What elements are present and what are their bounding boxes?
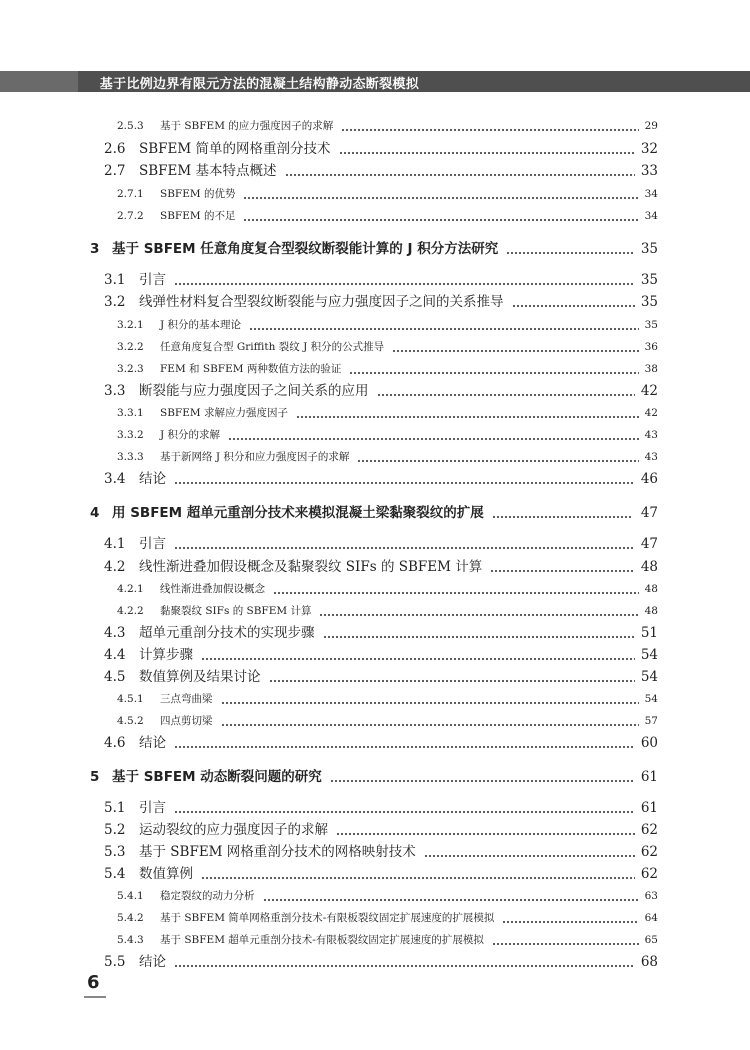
toc-entry-title: 用 SBFEM 超单元重剖分技术来模拟混凝土梁黏聚裂纹的扩展: [112, 504, 484, 521]
toc-entry-number: 2.7.1: [117, 187, 144, 200]
toc-entry[interactable]: [0, 820, 750, 840]
toc-entry-number: 5.3: [104, 843, 126, 860]
toc-entry-number: 5.4.3: [117, 933, 144, 946]
toc-entry[interactable]: [0, 116, 750, 136]
toc-leader-dots: [319, 613, 638, 617]
toc-entry[interactable]: [0, 403, 750, 423]
toc-entry-title: 基于新网络 J 积分和应力强度因子的求解: [160, 450, 350, 463]
toc-entry-number: 2.5.3: [117, 119, 144, 132]
toc-entry-page: 36: [644, 340, 658, 353]
toc-entry-page: 62: [640, 865, 658, 882]
toc-entry[interactable]: [0, 184, 750, 204]
toc-entry-page: 38: [644, 362, 658, 375]
toc-entry[interactable]: [0, 381, 750, 401]
toc-entry-page: 42: [640, 382, 658, 399]
toc-entry-title: 引言: [139, 535, 166, 552]
toc-leader-dots: [330, 779, 633, 783]
toc-entry[interactable]: [0, 645, 750, 665]
toc-entry-title: SBFEM 的不足: [160, 209, 236, 222]
toc-entry-page: 35: [640, 240, 658, 257]
toc-entry-page: 43: [644, 450, 658, 463]
toc-entry[interactable]: [0, 952, 750, 972]
toc-entry[interactable]: [0, 292, 750, 312]
toc-leader-dots: [263, 898, 639, 902]
toc-entry-title: 基于 SBFEM 动态断裂问题的研究: [112, 768, 322, 785]
toc-leader-dots: [174, 745, 635, 749]
toc-entry[interactable]: [0, 337, 750, 357]
toc-entry-number: 4.5.1: [117, 692, 144, 705]
toc-entry[interactable]: [0, 270, 750, 290]
toc-entry-title: 稳定裂纹的动力分析: [160, 889, 255, 902]
toc-entry[interactable]: [0, 864, 750, 884]
toc-entry-page: 60: [640, 734, 658, 751]
toc-entry-title: 任意角度复合型 Griffith 裂纹 J 积分的公式推导: [160, 340, 385, 353]
toc-leader-dots: [174, 964, 635, 968]
toc-entry[interactable]: [0, 534, 750, 554]
toc-entry[interactable]: [0, 601, 750, 621]
toc-entry-page: 43: [644, 428, 658, 441]
toc-entry-page: 65: [644, 933, 658, 946]
toc-entry-page: 42: [644, 406, 658, 419]
toc-entry[interactable]: [0, 733, 750, 753]
toc-leader-dots: [228, 437, 639, 441]
toc-entry-number: 3.2: [104, 293, 126, 310]
toc-entry-number: 3.1: [104, 271, 126, 288]
toc-leader-dots: [392, 349, 639, 353]
toc-entry-title: 引言: [139, 799, 166, 816]
toc-entry[interactable]: [0, 161, 750, 181]
toc-entry-title: 基于 SBFEM 的应力强度因子的求解: [160, 119, 334, 132]
toc-entry-title: J 积分的求解: [160, 428, 221, 441]
toc-entry-page: 48: [644, 604, 658, 617]
toc-entry-page: 63: [644, 889, 658, 902]
toc-entry-number: 4.5.2: [117, 714, 144, 727]
toc-entry[interactable]: [0, 359, 750, 379]
toc-entry-page: 47: [640, 535, 658, 552]
toc-leader-dots: [512, 304, 635, 308]
toc-entry-title: 运动裂纹的应力强度因子的求解: [139, 821, 328, 838]
toc-entry-title: 数值算例: [139, 865, 193, 882]
toc-leader-dots: [492, 515, 633, 519]
toc-entry-page: 57: [644, 714, 658, 727]
toc-entry[interactable]: [0, 206, 750, 226]
toc-entry[interactable]: [0, 425, 750, 445]
toc-leader-dots: [243, 218, 638, 222]
toc-entry-title: 线弹性材料复合型裂纹断裂能与应力强度因子之间的关系推导: [139, 293, 504, 310]
toc-entry-title: 计算步骤: [139, 646, 193, 663]
toc-entry[interactable]: [0, 623, 750, 643]
toc-leader-dots: [339, 151, 635, 155]
toc-leader-dots: [285, 173, 635, 177]
toc-entry-title: 断裂能与应力强度因子之间关系的应用: [139, 382, 369, 399]
toc-entry-title: SBFEM 的优势: [160, 187, 236, 200]
toc-entry[interactable]: [0, 798, 750, 818]
toc-entry-number: 5.5: [104, 953, 126, 970]
toc-entry-number: 5.4.1: [117, 889, 144, 902]
toc-entry-title: 基于 SBFEM 简单网格重剖分技术-有限板裂纹固定扩展速度的扩展模拟: [160, 911, 495, 924]
toc-leader-dots: [357, 459, 638, 463]
toc-entry-page: 29: [644, 119, 658, 132]
toc-entry[interactable]: [0, 689, 750, 709]
toc-entry-page: 62: [640, 821, 658, 838]
toc-entry-title: 线性渐进叠加假设概念及黏聚裂纹 SIFs 的 SBFEM 计算: [139, 558, 483, 575]
toc-entry-number: 5.1: [104, 799, 126, 816]
toc-leader-dots: [341, 128, 638, 132]
toc-entry-number: 3.3.3: [117, 450, 144, 463]
toc-leader-dots: [273, 591, 639, 595]
toc-leader-dots: [201, 876, 635, 880]
toc-entry-page: 33: [640, 162, 658, 179]
toc-entry-title: 结论: [139, 734, 166, 751]
toc-entry-number: 3.3.2: [117, 428, 144, 441]
toc-entry-page: 35: [640, 271, 658, 288]
toc-entry-number: 3.2.1: [117, 318, 144, 331]
toc-entry-number: 3.2.3: [117, 362, 144, 375]
toc-entry-page: 68: [640, 953, 658, 970]
toc-entry-number: 4.2.2: [117, 604, 144, 617]
toc-entry-number: 3: [90, 240, 100, 257]
toc-entry-number: 4.5: [104, 668, 126, 685]
toc-entry-title: SBFEM 简单的网格重剖分技术: [139, 140, 331, 157]
toc-entry-page: 54: [640, 646, 658, 663]
toc-leader-dots: [221, 723, 639, 727]
toc-entry-title: SBFEM 基本特点概述: [139, 162, 277, 179]
toc-entry-number: 4.2: [104, 558, 126, 575]
toc-entry[interactable]: [0, 930, 750, 950]
toc-entry-page: 34: [644, 187, 658, 200]
toc-leader-dots: [174, 282, 635, 286]
toc-entry-title: 基于 SBFEM 任意角度复合型裂纹断裂能计算的 J 积分方法研究: [112, 240, 499, 257]
toc-entry-page: 47: [640, 504, 658, 521]
toc-entry[interactable]: [0, 557, 750, 577]
toc-entry-number: 5.4: [104, 865, 126, 882]
toc-entry-number: 4.4: [104, 646, 126, 663]
toc-entry[interactable]: [0, 447, 750, 467]
toc-entry-number: 3.3: [104, 382, 126, 399]
toc-leader-dots: [502, 920, 638, 924]
toc-leader-dots: [243, 196, 638, 200]
toc-entry-page: 54: [644, 692, 658, 705]
toc-entry-page: 35: [644, 318, 658, 331]
toc-entry-number: 3.3.1: [117, 406, 144, 419]
toc-leader-dots: [249, 327, 639, 331]
toc-entry-number: 4.3: [104, 624, 126, 641]
toc-entry-page: 32: [640, 140, 658, 157]
toc-entry[interactable]: [0, 767, 750, 787]
toc-entry-title: 黏聚裂纹 SIFs 的 SBFEM 计算: [160, 604, 312, 617]
toc-entry-number: 5: [90, 768, 100, 785]
running-header: [0, 71, 750, 92]
toc-leader-dots: [492, 942, 639, 946]
toc-entry-page: 35: [640, 293, 658, 310]
toc-leader-dots: [174, 546, 635, 550]
toc-entry-title: 超单元重剖分技术的实现步骤: [139, 624, 315, 641]
toc-entry[interactable]: [0, 667, 750, 687]
page-number-rule: [84, 996, 106, 998]
header-accent-bar: [0, 71, 78, 92]
toc-entry-page: 48: [640, 558, 658, 575]
toc-leader-dots: [201, 657, 635, 661]
toc-leader-dots: [336, 832, 635, 836]
toc-leader-dots: [490, 569, 635, 573]
toc-entry[interactable]: [0, 315, 750, 335]
toc-entry-number: 2.7.2: [117, 209, 144, 222]
toc-entry-number: 2.7: [104, 162, 126, 179]
toc-entry[interactable]: [0, 711, 750, 731]
toc-entry-page: 34: [644, 209, 658, 222]
toc-entry-page: 46: [640, 470, 658, 487]
toc-leader-dots: [349, 371, 638, 375]
toc-entry-title: 引言: [139, 271, 166, 288]
toc-leader-dots: [296, 415, 639, 419]
toc-entry-title: J 积分的基本理论: [160, 318, 242, 331]
toc-entry-page: 51: [640, 624, 658, 641]
toc-entry-title: 结论: [139, 953, 166, 970]
toc-entry-title: 基于 SBFEM 超单元重剖分技术-有限板裂纹固定扩展速度的扩展模拟: [160, 933, 484, 946]
toc-entry-page: 64: [644, 911, 658, 924]
toc-entry-number: 2.6: [104, 140, 126, 157]
toc-entry-page: 62: [640, 843, 658, 860]
toc-entry-number: 5.2: [104, 821, 126, 838]
toc-leader-dots: [174, 810, 635, 814]
toc-entry[interactable]: [0, 908, 750, 928]
toc-entry[interactable]: [0, 842, 750, 862]
toc-entry-number: 4.6: [104, 734, 126, 751]
toc-entry[interactable]: [0, 239, 750, 259]
toc-leader-dots: [221, 701, 639, 705]
toc-entry-number: 4.1: [104, 535, 126, 552]
toc-leader-dots: [269, 679, 635, 683]
toc-entry-title: 基于 SBFEM 网格重剖分技术的网格映射技术: [139, 843, 416, 860]
toc-entry-number: 5.4.2: [117, 911, 144, 924]
toc-entry-number: 4: [90, 504, 100, 521]
toc-entry[interactable]: [0, 503, 750, 523]
toc-entry[interactable]: [0, 139, 750, 159]
toc-leader-dots: [424, 854, 635, 858]
toc-entry-page: 61: [640, 799, 658, 816]
toc-leader-dots: [506, 251, 633, 255]
toc-entry-page: 48: [644, 582, 658, 595]
toc-entry[interactable]: [0, 886, 750, 906]
toc-entry[interactable]: [0, 579, 750, 599]
toc-entry-title: 结论: [139, 470, 166, 487]
page-number: 6: [87, 972, 100, 993]
toc-entry-page: 54: [640, 668, 658, 685]
book-title: 基于比例边界有限元方法的混凝土结构静动态断裂模拟: [99, 77, 419, 92]
toc-leader-dots: [174, 481, 635, 485]
toc-leader-dots: [377, 393, 635, 397]
toc-entry-title: SBFEM 求解应力强度因子: [160, 406, 288, 419]
toc-entry-number: 4.2.1: [117, 582, 144, 595]
toc-entry-title: 数值算例及结果讨论: [139, 668, 261, 685]
toc-entry-number: 3.4: [104, 470, 126, 487]
toc-entry-title: 四点剪切梁: [160, 714, 213, 727]
toc-entry-page: 61: [640, 768, 658, 785]
toc-entry-number: 3.2.2: [117, 340, 144, 353]
toc-entry-title: 三点弯曲梁: [160, 692, 213, 705]
toc-entry-title: FEM 和 SBFEM 两种数值方法的验证: [160, 362, 342, 375]
toc-entry-title: 线性渐进叠加假设概念: [160, 582, 265, 595]
toc-entry[interactable]: [0, 469, 750, 489]
toc-leader-dots: [323, 635, 635, 639]
